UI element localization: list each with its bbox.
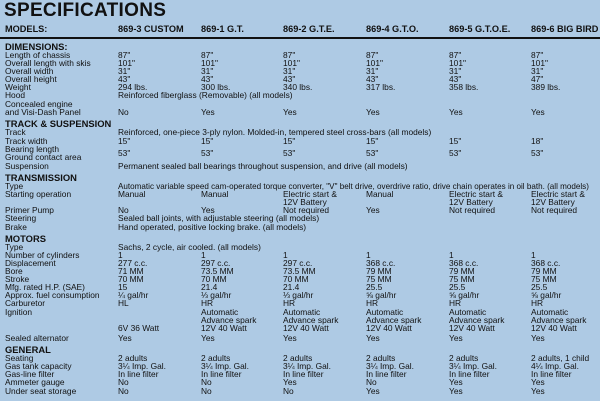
spec-value: 294 lbs. [118,82,148,92]
spec-value: Yes [366,333,380,343]
spec-value: 1 [283,250,288,260]
spec-value: 53" [118,148,131,158]
spec-value: 15" [201,136,214,146]
spec-label: Mfg. rated H.P. (SAE) [5,282,85,292]
model-name: 869-1 G.T. [201,24,244,34]
spec-label: Track [5,127,26,137]
spec-value: 1 [531,250,536,260]
model-name: 869-6 BIG BIRD [531,24,599,34]
spec-label: Under seat storage [5,386,77,396]
section-heading-dimensions: DIMENSIONS: [5,41,68,52]
spec-label: Stroke [5,274,30,284]
spec-value: 317 lbs. [366,82,396,92]
spec-value: In line filter [366,369,407,379]
models-label: MODELS: [5,24,48,34]
spec-value: 15" [449,136,462,146]
spec-value: HL [118,298,129,308]
spec-value: 31" [366,66,379,76]
spec-value: Automatic [531,307,569,317]
spec-row-ignition [0,308,600,334]
spec-value: 25.5 [366,282,383,292]
spec-value: 15" [366,136,379,146]
spec-value: 2 adults [118,353,148,363]
spec-row [0,387,600,399]
spec-label: Gas-line filter [5,369,55,379]
spec-label: Approx. fuel consumption [5,290,100,300]
spec-value: HR [201,298,214,308]
spec-value: 53" [449,148,462,158]
spec-value: 3¼ Imp. Gal. [201,361,249,371]
spec-value: 47" [531,74,544,84]
spec-label: Brake [5,222,27,232]
spec-value: Hand operated, positive locking brake. (all models) [118,222,307,232]
spec-value: Automatic variable speed cam-operated torque converter, "V" belt drive, overdrive ratio, drive chain operates in oil bath. (all models) [118,182,589,191]
spec-value: No [366,377,377,387]
spec-value: 31" [283,66,296,76]
spec-value: 31" [449,66,462,76]
spec-label: Overall height [5,74,57,84]
spec-value: 277 c.c. [118,258,148,268]
spec-value: 25.5 [449,282,466,292]
spec-value: 1 [366,250,371,260]
spec-value: Advance spark [283,315,339,325]
spec-value: 87" [201,50,214,60]
spec-value: Automatic [449,307,487,317]
spec-value: 75 MM [366,274,392,284]
spec-value: 21.4 [201,282,218,292]
spec-value: Yes [201,107,215,117]
spec-value: 31" [201,66,214,76]
spec-value: 101" [449,58,466,68]
spec-value: 2 adults [283,353,313,363]
spec-label: Sealed alternator [5,333,69,343]
spec-value: 31" [118,66,131,76]
spec-value: In line filter [283,369,324,379]
spec-value: Yes [449,107,463,117]
spec-value: 3¼ Imp. Gal. [449,361,497,371]
spec-value: Not required [283,205,330,215]
spec-value: Manual [366,189,394,199]
spec-label: Seating [5,353,34,363]
spec-label: Steering [5,213,37,223]
spec-value: 297 c.c. [283,258,313,268]
spec-value: 1 [118,250,123,260]
spec-value: 73.5 MM [201,266,234,276]
spec-value: 87" [531,50,544,60]
spec-value: 43" [283,74,296,84]
spec-value: No [201,386,212,396]
spec-value: Sealed ball joints, with adjustable steering (all models) [118,213,320,223]
spec-value: Sachs, 2 cycle, air cooled. (all models) [118,242,261,252]
spec-value: 12V Battery [449,197,493,207]
spec-label: Ground contact area [5,152,82,162]
spec-label: Primer Pump [5,205,54,215]
spec-value: 2 adults, 1 child [531,353,590,363]
spec-value: 3¼ Imp. Gal. [366,361,414,371]
spec-value: 358 lbs. [449,82,479,92]
spec-value: Yes [449,333,463,343]
spec-value: Manual [201,189,229,199]
spec-value: 87" [283,50,296,60]
spec-value: Permanent sealed ball bearings throughout suspension, and drive (all models) [118,161,408,171]
spec-value: 12V Battery [283,197,327,207]
spec-value: 12V 40 Watt [531,323,577,333]
spec-value: 15" [283,136,296,146]
spec-value: Yes [283,377,297,387]
spec-value: Yes [118,333,132,343]
spec-value: Automatic [283,307,321,317]
spec-value: 3¼ Imp. Gal. [283,361,331,371]
spec-label: Suspension [5,161,49,171]
spec-value: 1 [449,250,454,260]
spec-value: 2 adults [449,353,479,363]
spec-value: Yes [366,107,380,117]
spec-value: Yes [283,333,297,343]
spec-value: 15" [118,136,131,146]
spec-value: 101" [201,58,218,68]
spec-value: 70 MM [283,274,309,284]
spec-value: 21.4 [283,282,300,292]
spec-value: In line filter [118,369,159,379]
spec-label: Bearing length [5,144,60,154]
model-name: 869-4 G.T.O. [366,24,419,34]
spec-label: Displacement [5,258,56,268]
spec-value: 101" [366,58,383,68]
spec-value: 12V 40 Watt [366,323,412,333]
spec-value: 300 lbs. [201,82,231,92]
spec-value: Reinforced fiberglass (Removable) (all models) [118,90,293,100]
spec-value: 73.5 MM [283,266,316,276]
model-name: 869-5 G.T.O.E. [449,24,511,34]
spec-row-brake [0,223,600,235]
spec-value: 15 [118,282,128,292]
spec-value: Electric start & [449,189,503,199]
spec-value: No [118,377,129,387]
spec-value: 368 c.c. [449,258,479,268]
spec-value: Manual [118,189,146,199]
spec-value: 368 c.c. [366,258,396,268]
spec-value: No [118,107,129,117]
spec-label: Overall width [5,66,54,76]
spec-value: 53" [531,148,544,158]
spec-value: Yes [366,386,380,396]
spec-value: 87" [366,50,379,60]
spec-value: 43" [201,74,214,84]
spec-value: 12V Battery [531,197,575,207]
spec-value: Yes [449,377,463,387]
page-title: SPECIFICATIONS [4,0,167,21]
spec-label: Ignition [5,307,33,317]
spec-value: 87" [449,50,462,60]
section-heading-track: TRACK & SUSPENSION [5,118,112,129]
spec-label: Starting operation [5,189,72,199]
spec-value: 12V 40 Watt [283,323,329,333]
spec-value: Reinforced, one-piece 3-ply nylon. Molded-in, tempered steel cross-bars (all models) [118,127,432,137]
spec-value: Yes [531,386,545,396]
spec-value: 25.5 [531,282,548,292]
spec-value: 3¼ Imp. Gal. [118,361,166,371]
spec-value: HR [449,298,462,308]
spec-value: 389 lbs. [531,82,561,92]
spec-value: Electric start & [283,189,337,199]
spec-label: Carburetor [5,298,46,308]
spec-value: ⅝ gal/hr [531,290,562,300]
spec-value: 75 MM [449,274,475,284]
section-heading-general: GENERAL [5,344,51,355]
spec-value: 101" [283,58,300,68]
spec-value: In line filter [449,369,490,379]
spec-value: 71 MM [118,266,144,276]
spec-label: Bore [5,266,23,276]
spec-label: Concealed engine [5,99,73,109]
spec-value: No [201,377,212,387]
spec-label: and Visi-Dash Panel [5,107,81,117]
spec-label: Ammeter gauge [5,377,65,387]
spec-value: 368 c.c. [531,258,561,268]
spec-label: Length of chassis [5,50,71,60]
spec-value: Yes [531,333,545,343]
spec-value: Automatic [366,307,404,317]
spec-value: No [118,386,129,396]
spec-value: 1 [201,250,206,260]
spec-value: HR [531,298,544,308]
spec-value: 53" [366,148,379,158]
spec-value: ⅓ gal/hr [201,290,232,300]
spec-value: Yes [449,386,463,396]
spec-label: Type [5,242,24,252]
spec-value: 6V 36 Watt [118,323,160,333]
spec-label: Number of cylinders [5,250,80,260]
spec-label: Overall length with skis [5,58,91,68]
spec-value: Advance spark [449,315,505,325]
spec-value: Advance spark [366,315,422,325]
spec-value: No [283,386,294,396]
spec-value: Not required [531,205,578,215]
spec-value: ⅝ gal/hr [366,290,397,300]
model-name: 869-3 CUSTOM [118,24,184,34]
spec-value: Yes [531,107,545,117]
spec-value: In line filter [201,369,242,379]
spec-value: HR [283,298,296,308]
spec-value: 70 MM [118,274,144,284]
spec-value: ⅓ gal/hr [283,290,314,300]
spec-value: Advance spark [201,315,257,325]
spec-value: Automatic [201,307,239,317]
model-name: 869-2 G.T.E. [283,24,335,34]
spec-value: 70 MM [201,274,227,284]
spec-value: 340 lbs. [283,82,313,92]
spec-value: Yes [201,205,215,215]
spec-value: Yes [366,205,380,215]
spec-value: 101" [118,58,135,68]
spec-value: 79 MM [449,266,475,276]
spec-value: Yes [283,107,297,117]
spec-value: 43" [449,74,462,84]
spec-value: 297 c.c. [201,258,231,268]
spec-value: Not required [449,205,496,215]
spec-label: Type [5,181,24,191]
spec-value: 2 adults [366,353,396,363]
spec-value: Yes [201,333,215,343]
divider [0,37,600,39]
section-heading-transmission: TRANSMISSION [5,172,77,183]
spec-value: 53" [201,148,214,158]
spec-label: Track width [5,136,48,146]
spec-row-alternator [0,334,600,346]
spec-value: ¼ gal/hr [118,290,149,300]
spec-label: Hood [5,90,26,100]
spec-value: 12V 40 Watt [201,323,247,333]
spec-label: Gas tank capacity [5,361,72,371]
spec-value: In line filter [531,369,572,379]
spec-value: 4¼ Imp. Gal. [531,361,579,371]
spec-value: 31" [531,66,544,76]
spec-value: 79 MM [531,266,557,276]
spec-value: Yes [531,377,545,387]
spec-value: 101" [531,58,548,68]
spec-value: 18" [531,136,544,146]
spec-value: Advance spark [531,315,587,325]
spec-value: 2 adults [201,353,231,363]
spec-label: Weight [5,82,31,92]
section-heading-motors: MOTORS [5,233,46,244]
spec-value: No [118,205,129,215]
spec-value: 53" [283,148,296,158]
spec-value: 75 MM [531,274,557,284]
spec-row-suspension [0,162,600,174]
spec-value: HR [366,298,379,308]
spec-value: 12V 40 Watt [449,323,495,333]
spec-value: 43" [118,74,131,84]
spec-value: Electric start & [531,189,585,199]
spec-value: ⅝ gal/hr [449,290,480,300]
spec-value: 79 MM [366,266,392,276]
spec-value: 43" [366,74,379,84]
spec-value: 87" [118,50,131,60]
